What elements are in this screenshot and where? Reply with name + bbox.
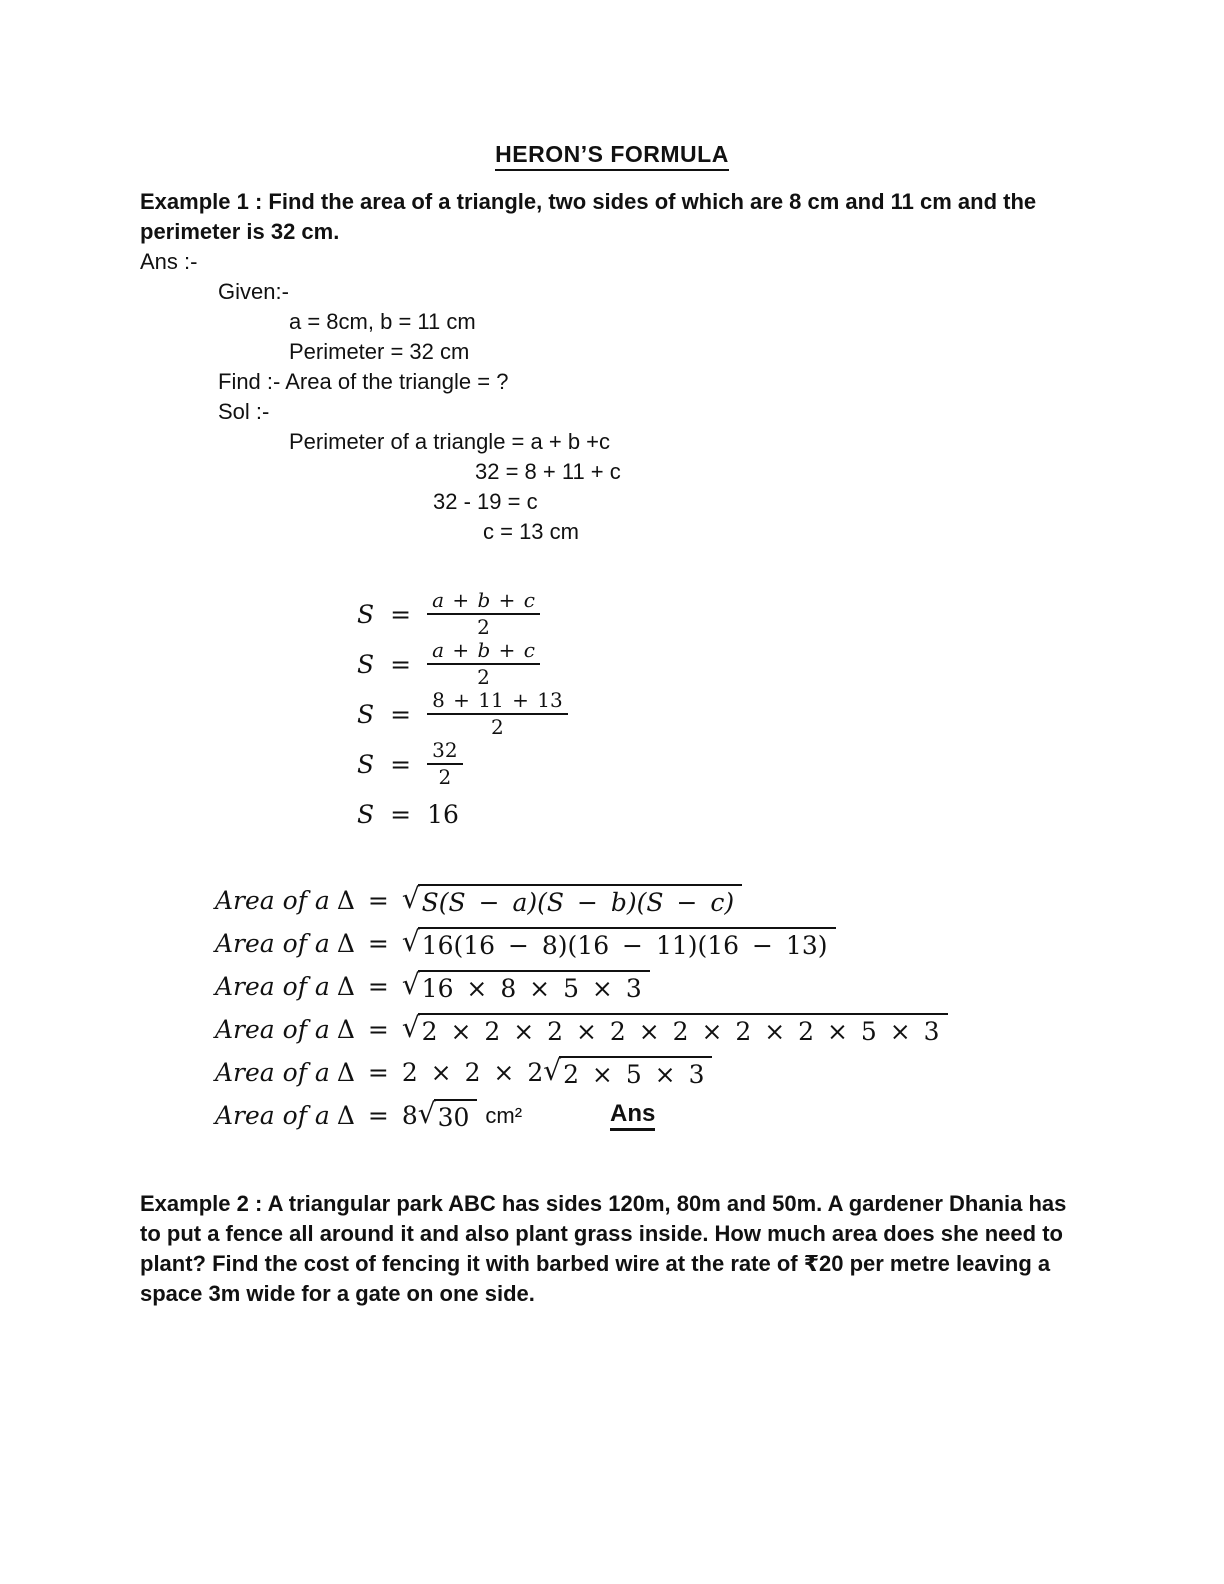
square-root bbox=[402, 970, 650, 1003]
equals-sign: = bbox=[390, 699, 412, 729]
denominator: 2 bbox=[477, 665, 490, 689]
equals-sign: = bbox=[367, 1058, 389, 1087]
radicand: 16 × 8 × 5 × 3 bbox=[418, 970, 650, 1003]
square-root bbox=[418, 1099, 478, 1132]
triangle-delta-symbol: Δ bbox=[336, 1015, 355, 1044]
radical-icon: √ bbox=[401, 925, 420, 958]
s-variable: S bbox=[357, 799, 375, 829]
denominator: 2 bbox=[438, 765, 452, 789]
numerator: 8 + 11 + 13 bbox=[427, 689, 568, 715]
find-line: Find :- Area of the triangle = ? bbox=[218, 369, 509, 394]
given-sides-line: a = 8cm, b = 11 cm bbox=[289, 309, 476, 334]
numerator: a + b + c bbox=[427, 639, 540, 665]
perimeter-formula-line: Perimeter of a triangle = a + b +c bbox=[289, 429, 611, 454]
area-equation-row bbox=[215, 922, 1224, 965]
area-equation-row bbox=[215, 965, 1224, 1008]
example2-heading-line: Example 2 : A triangular park ABC has sides 120m, 80m and 50m. A gardener Dhania has bbox=[140, 1191, 1067, 1216]
square-root bbox=[402, 927, 836, 960]
s-equation-row bbox=[357, 639, 1224, 689]
radical-icon: √ bbox=[543, 1054, 562, 1087]
equals-sign: = bbox=[367, 1015, 389, 1044]
area-lhs: Area of a bbox=[215, 929, 330, 958]
page-title: HERON’S FORMULA bbox=[495, 141, 729, 171]
fraction bbox=[427, 589, 540, 639]
s-equation-row bbox=[357, 689, 1224, 739]
equals-sign: = bbox=[367, 886, 389, 915]
example1-heading-line: perimeter is 32 cm. bbox=[140, 219, 340, 244]
square-root bbox=[543, 1056, 712, 1089]
equals-sign: = bbox=[390, 749, 412, 779]
triangle-delta-symbol: Δ bbox=[336, 1101, 355, 1130]
triangle-delta-symbol: Δ bbox=[336, 929, 355, 958]
example1-heading bbox=[140, 187, 1124, 247]
example2-heading-line: plant? Find the cost of fencing it with barbed wire at the rate of ₹20 per metre leaving a bbox=[140, 1251, 1051, 1276]
triangle-delta-symbol: Δ bbox=[336, 972, 355, 1001]
radical-icon: √ bbox=[401, 968, 420, 1001]
area-lhs: Area of a bbox=[215, 1058, 330, 1087]
denominator: 2 bbox=[477, 615, 490, 639]
equation-step: 32 = 8 + 11 + c bbox=[475, 459, 621, 484]
fraction bbox=[427, 739, 462, 789]
square-root bbox=[402, 1013, 948, 1046]
area-equation-row bbox=[215, 1051, 1224, 1094]
equals-sign: = bbox=[390, 649, 412, 679]
area-lhs: Area of a bbox=[215, 886, 330, 915]
pre-radical-terms: 2 × 2 × 2 bbox=[401, 1058, 544, 1087]
area-equation-row bbox=[215, 1094, 1224, 1137]
area-equation-row bbox=[215, 1008, 1224, 1051]
s-equation-row bbox=[357, 789, 1224, 839]
title-row bbox=[0, 0, 1224, 171]
area-lhs: Area of a bbox=[215, 1101, 330, 1130]
s-variable: S bbox=[357, 649, 375, 679]
triangle-delta-symbol: Δ bbox=[336, 886, 355, 915]
area-equation-row bbox=[215, 879, 1224, 922]
equals-sign: = bbox=[367, 929, 389, 958]
square-root bbox=[402, 884, 742, 917]
answer-label: Ans bbox=[610, 1100, 655, 1131]
radicand: 16(16 − 8)(16 − 11)(16 − 13) bbox=[418, 927, 836, 960]
fraction bbox=[427, 639, 540, 689]
s-equation-row bbox=[357, 739, 1224, 789]
radical-icon: √ bbox=[401, 1011, 420, 1044]
area-lhs: Area of a bbox=[215, 1015, 330, 1044]
area-lhs: Area of a bbox=[215, 972, 330, 1001]
unit-label: cm² bbox=[485, 1102, 523, 1128]
radicand: 2 × 2 × 2 × 2 × 2 × 2 × 2 × 5 × 3 bbox=[418, 1013, 948, 1046]
radical-icon: √ bbox=[417, 1097, 436, 1130]
example1-heading-line: Example 1 : Find the area of a triangle, two sides of which are 8 cm and 11 cm and the bbox=[140, 189, 1037, 214]
s-variable: S bbox=[357, 599, 375, 629]
fraction bbox=[427, 689, 568, 739]
s-equation-row bbox=[357, 589, 1224, 639]
numerator: a + b + c bbox=[427, 589, 540, 615]
equals-sign: = bbox=[367, 972, 389, 1001]
given-perimeter-line: Perimeter = 32 cm bbox=[289, 339, 470, 364]
s-variable: S bbox=[357, 699, 375, 729]
equation-step: 32 - 19 = c bbox=[433, 489, 538, 514]
ans-label: Ans :- bbox=[140, 249, 198, 274]
numerator: 32 bbox=[427, 739, 462, 765]
example2-heading bbox=[140, 1189, 1134, 1309]
radicand: 2 × 5 × 3 bbox=[559, 1056, 712, 1089]
radicand: 30 bbox=[434, 1099, 478, 1132]
s-value: 16 bbox=[427, 799, 459, 829]
triangle-delta-symbol: Δ bbox=[336, 1058, 355, 1087]
example2-heading-line: to put a fence all around it and also plant grass inside. How much area does she need to bbox=[140, 1221, 1063, 1246]
area-equations-block bbox=[215, 879, 1224, 1137]
equation-step: c = 13 cm bbox=[483, 519, 579, 544]
s-variable: S bbox=[357, 749, 375, 779]
given-label: Given:- bbox=[218, 279, 289, 304]
denominator: 2 bbox=[491, 715, 504, 739]
radical-icon: √ bbox=[401, 882, 420, 915]
pre-radical-terms: 8 bbox=[401, 1101, 418, 1130]
example2-heading-line: space 3m wide for a gate on one side. bbox=[140, 1281, 535, 1306]
equals-sign: = bbox=[390, 599, 412, 629]
semi-perimeter-block bbox=[357, 589, 1224, 839]
radicand: S(S − a)(S − b)(S − c) bbox=[418, 884, 742, 917]
sol-label: Sol :- bbox=[218, 399, 270, 424]
equals-sign: = bbox=[390, 799, 412, 829]
equals-sign: = bbox=[367, 1101, 389, 1130]
